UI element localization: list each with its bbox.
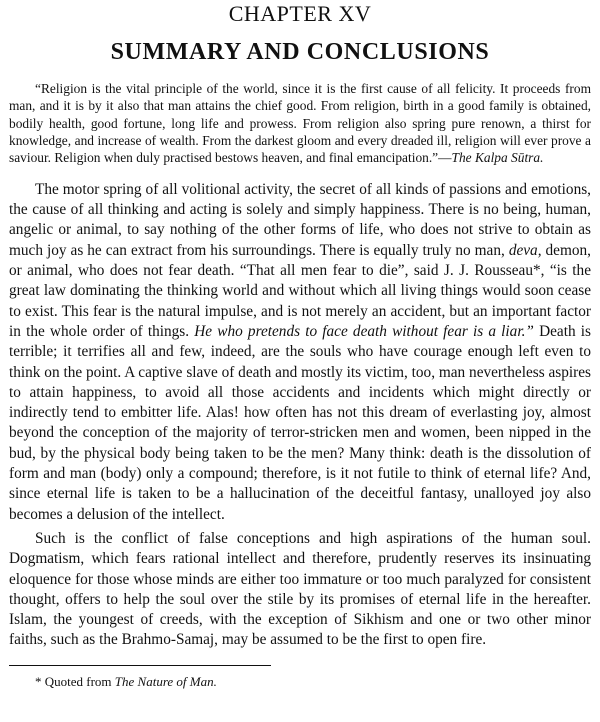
footnote-rule bbox=[9, 665, 271, 666]
paragraph-1-italic-quote: He who pretends to face death without fear is a liar.” bbox=[194, 322, 534, 340]
footnote-prefix: * Quoted from bbox=[35, 673, 115, 689]
paragraph-1-part-2: demon, or animal, who does not fear death. “That all men fear to die”, said J. J. Rousseau*, “is the great law dominating the thinking world and without which all living things would soon cease to exist. This fear is the natural impulse, and is not merely an accident, but an important factor in the whole order of things. bbox=[9, 241, 591, 340]
book-page bbox=[9, 0, 591, 690]
epigraph-text: “Religion is the vital principle of the world, since it is the first cause of all felicity. It proceeds from man, and it is by it also that man attains the chief good. From religion, birth in a good family is obtained, bodily health, good fortune, long life and prowess. From religion also spring pure renown, a thirst for knowledge, and increase of wealth. From the darkest gloom and every dreaded ill, religion will ever prove a saviour. Religion when duly practised bestows heaven, and final emancipation.”— bbox=[9, 81, 591, 166]
footnote bbox=[9, 674, 591, 690]
epigraph-source: The Kalpa Sūtra. bbox=[451, 150, 544, 166]
paragraph-1-deva: deva, bbox=[508, 241, 542, 259]
chapter-number: CHAPTER XV bbox=[228, 1, 372, 26]
paragraph-1 bbox=[9, 180, 591, 525]
paragraph-1-part-3: Death is terrible; it terrifies all and few, indeed, are the souls who have courage enough left even to think on the point. A captive slave of death and mostly its victim, too, man nevertheless aspires to attain happiness, to avoid all those accidents and incidents which might directly or indirectly tend to embitter life. Alas! how often has not this dream of everlasting joy, almost beyond the conception of the majority of terror-stricken men and women, been nipped in the bud, by the physical body being taken to be the men? Many think: death is the dissolution of form and man (body) only a compound; therefore, is it not futile to think of eternal life? And, since eternal life is taken to be a hallucination of the deceitful fantasy, unalloyed joy also becomes a delusion of the intellect. bbox=[9, 322, 591, 523]
paragraph-2: Such is the conflict of false conceptions and high aspirations of the human soul. Dogmatism, which fears rational intellect and therefore, prudently reserves its insinuating eloquence for those whose minds are either too immature or too much paralyzed for consistent thought, offers to help the soul over the stile by its promises of eternal life in the hereafter. Islam, the youngest of creeds, with the exception of Sikhism and one or two other minor faiths, such as the Brahmo-Samaj, may be assumed to be the first to open fire. bbox=[9, 529, 591, 649]
paragraph-1-part-1: The motor spring of all volitional activity, the secret of all kinds of passions and emotions, the cause of all thinking and acting is solely and simply happiness. There is no being, human, angelic or animal, to say nothing of the other forms of life, who does not strive to obtain as much joy as he can extract from his surroundings. There is equally truly no man, bbox=[9, 180, 591, 259]
chapter-title: SUMMARY AND CONCLUSIONS bbox=[110, 39, 490, 65]
body-text bbox=[9, 180, 591, 651]
footnote-title: The Nature of Man. bbox=[114, 673, 217, 689]
epigraph bbox=[9, 80, 591, 166]
